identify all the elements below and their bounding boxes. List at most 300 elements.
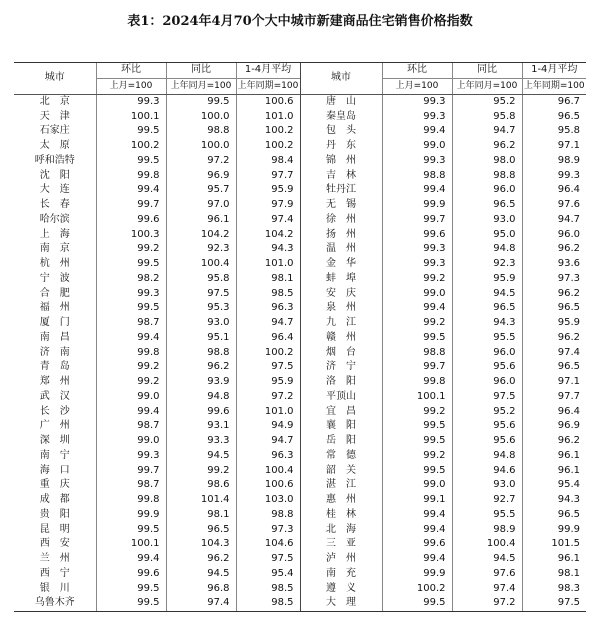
yoy-value-left: 98.8 — [166, 124, 236, 139]
yoy-value-right: 94.8 — [452, 449, 522, 464]
avg-value-right: 101.5 — [522, 537, 586, 552]
avg-value-left: 97.5 — [236, 360, 300, 375]
yoy-value-right: 94.5 — [452, 286, 522, 301]
yoy-value-right: 92.3 — [452, 257, 522, 272]
yoy-value-right: 97.6 — [452, 567, 522, 582]
yoy-value-right: 96.0 — [452, 345, 522, 360]
city-name-right: 宜 昌 — [300, 404, 382, 419]
table-row — [14, 301, 586, 316]
mom-value-left: 100.1 — [96, 109, 166, 124]
city-name-left: 南 昌 — [39, 331, 70, 343]
mom-value-left: 99.2 — [96, 360, 166, 375]
yoy-value-left: 97.4 — [166, 596, 236, 611]
city-name-right: 济 宁 — [300, 360, 382, 375]
yoy-value-right: 95.6 — [452, 434, 522, 449]
mom-value-left: 99.3 — [96, 286, 166, 301]
yoy-value-left: 94.5 — [166, 449, 236, 464]
mom-value-right: 99.8 — [382, 375, 452, 390]
mom-value-right: 100.2 — [382, 581, 452, 596]
city-name-left: 长 春 — [39, 199, 70, 211]
mom-value-right: 99.2 — [382, 316, 452, 331]
mom-value-left: 99.8 — [96, 493, 166, 508]
city-name-left: 杭 州 — [39, 258, 70, 270]
mom-value-right: 99.3 — [382, 242, 452, 257]
city-name-left: 福 州 — [39, 302, 70, 314]
subheader-yoy-left: 上年同月=100 — [166, 78, 236, 94]
avg-value-right: 96.5 — [522, 301, 586, 316]
city-name-right: 赣 州 — [300, 331, 382, 346]
table-header — [14, 63, 586, 95]
table-row — [14, 493, 586, 508]
yoy-value-right: 97.4 — [452, 581, 522, 596]
yoy-value-left: 94.8 — [166, 390, 236, 405]
table-row — [14, 242, 586, 257]
city-name-left: 昆 明 — [39, 523, 70, 535]
avg-value-left: 98.1 — [236, 272, 300, 287]
avg-value-left: 96.4 — [236, 331, 300, 346]
mom-value-right: 99.4 — [382, 183, 452, 198]
avg-value-right: 97.7 — [522, 390, 586, 405]
avg-value-right: 95.9 — [522, 316, 586, 331]
avg-value-right: 96.0 — [522, 227, 586, 242]
mom-value-left: 99.5 — [96, 124, 166, 139]
yoy-value-left: 95.7 — [166, 183, 236, 198]
avg-value-right: 97.5 — [522, 596, 586, 611]
table-row — [14, 522, 586, 537]
avg-value-right: 99.9 — [522, 522, 586, 537]
avg-value-right: 94.7 — [522, 213, 586, 228]
table-row — [14, 390, 586, 405]
city-name-right: 扬 州 — [300, 227, 382, 242]
city-name-right: 无 锡 — [300, 198, 382, 213]
yoy-value-left: 96.2 — [166, 552, 236, 567]
avg-value-right: 98.3 — [522, 581, 586, 596]
avg-value-right: 96.2 — [522, 286, 586, 301]
yoy-value-right: 92.7 — [452, 493, 522, 508]
yoy-value-left: 96.9 — [166, 168, 236, 183]
avg-value-right: 98.9 — [522, 154, 586, 169]
mom-value-left: 99.4 — [96, 331, 166, 346]
avg-value-left: 97.2 — [236, 390, 300, 405]
avg-value-left: 100.6 — [236, 94, 300, 109]
mom-value-right: 99.5 — [382, 463, 452, 478]
mom-value-right: 99.5 — [382, 331, 452, 346]
avg-value-right: 96.7 — [522, 94, 586, 109]
city-name-right: 蚌 埠 — [300, 272, 382, 287]
table-row — [14, 213, 586, 228]
yoy-value-left: 93.1 — [166, 419, 236, 434]
avg-value-right: 98.1 — [522, 567, 586, 582]
mom-value-left: 99.3 — [96, 449, 166, 464]
table-row — [14, 316, 586, 331]
yoy-value-left: 96.5 — [166, 522, 236, 537]
avg-value-right: 99.3 — [522, 168, 586, 183]
yoy-value-right: 93.0 — [452, 478, 522, 493]
mom-value-right: 99.4 — [382, 508, 452, 523]
table-row — [14, 478, 586, 493]
city-name-right: 惠 州 — [300, 493, 382, 508]
mom-value-left: 99.5 — [96, 522, 166, 537]
yoy-value-left: 100.0 — [166, 139, 236, 154]
avg-value-left: 94.7 — [236, 316, 300, 331]
yoy-value-left: 98.6 — [166, 478, 236, 493]
city-name-left: 南 宁 — [39, 449, 70, 461]
city-name-right: 烟 台 — [300, 345, 382, 360]
yoy-value-right: 95.0 — [452, 227, 522, 242]
city-name-left: 西 宁 — [39, 567, 70, 579]
mom-value-left: 98.2 — [96, 272, 166, 287]
yoy-value-right: 94.7 — [452, 124, 522, 139]
city-name-right: 常 德 — [300, 449, 382, 464]
avg-value-left: 101.0 — [236, 109, 300, 124]
city-name-left: 武 汉 — [39, 390, 70, 402]
header-mom-left: 环比 — [96, 63, 166, 79]
city-name-right: 安 庆 — [300, 286, 382, 301]
mom-value-right: 99.0 — [382, 139, 452, 154]
city-name-left: 兰 州 — [39, 553, 70, 565]
yoy-value-left: 95.8 — [166, 272, 236, 287]
city-name-left: 成 都 — [39, 494, 70, 506]
header-yoy-right: 同比 — [452, 63, 522, 79]
mom-value-right: 99.2 — [382, 449, 452, 464]
yoy-value-left: 92.3 — [166, 242, 236, 257]
yoy-value-left: 97.5 — [166, 286, 236, 301]
city-name-left: 银 川 — [39, 582, 70, 594]
mom-value-right: 99.5 — [382, 596, 452, 611]
mom-value-right: 99.4 — [382, 552, 452, 567]
city-name-left: 天 津 — [39, 110, 70, 122]
mom-value-left: 98.7 — [96, 316, 166, 331]
avg-value-left: 95.9 — [236, 375, 300, 390]
yoy-value-right: 95.2 — [452, 94, 522, 109]
mom-value-right: 99.9 — [382, 198, 452, 213]
city-name-right: 平顶山 — [300, 390, 382, 405]
yoy-value-left: 100.0 — [166, 109, 236, 124]
yoy-value-right: 94.3 — [452, 316, 522, 331]
city-name-left: 厦 门 — [39, 317, 70, 329]
yoy-value-right: 96.0 — [452, 375, 522, 390]
yoy-value-right: 95.8 — [452, 109, 522, 124]
city-name-right: 泸 州 — [300, 552, 382, 567]
avg-value-right: 96.2 — [522, 434, 586, 449]
avg-value-left: 100.4 — [236, 463, 300, 478]
yoy-value-right: 94.6 — [452, 463, 522, 478]
mom-value-left: 99.6 — [96, 213, 166, 228]
city-name-right: 温 州 — [300, 242, 382, 257]
avg-value-left: 94.7 — [236, 434, 300, 449]
city-name-right: 北 海 — [300, 522, 382, 537]
avg-value-left: 98.4 — [236, 154, 300, 169]
table-row — [14, 508, 586, 523]
avg-value-left: 97.4 — [236, 213, 300, 228]
table-row — [14, 552, 586, 567]
avg-value-right: 94.3 — [522, 493, 586, 508]
mom-value-left: 99.5 — [96, 257, 166, 272]
mom-value-right: 98.8 — [382, 345, 452, 360]
table-row — [14, 537, 586, 552]
avg-value-right: 97.3 — [522, 272, 586, 287]
avg-value-left: 95.4 — [236, 567, 300, 582]
table-title: 表1：2024年4月70个大中城市新建商品住宅销售价格指数 — [127, 14, 473, 29]
avg-value-right: 96.2 — [522, 242, 586, 257]
header-city-left: 城市 — [14, 63, 96, 95]
mom-value-right: 99.4 — [382, 124, 452, 139]
table-row — [14, 154, 586, 169]
city-name-right: 襄 阳 — [300, 419, 382, 434]
avg-value-right: 96.1 — [522, 463, 586, 478]
yoy-value-right: 96.5 — [452, 198, 522, 213]
mom-value-right: 99.3 — [382, 109, 452, 124]
city-name-right: 韶 关 — [300, 463, 382, 478]
mom-value-left: 99.2 — [96, 242, 166, 257]
avg-value-right: 97.1 — [522, 375, 586, 390]
mom-value-right: 98.8 — [382, 168, 452, 183]
table-row — [14, 198, 586, 213]
city-name-right: 三 亚 — [300, 537, 382, 552]
mom-value-left: 99.5 — [96, 581, 166, 596]
avg-value-left: 103.0 — [236, 493, 300, 508]
city-name-left: 贵 阳 — [39, 508, 70, 520]
yoy-value-right: 94.8 — [452, 242, 522, 257]
mom-value-left: 98.7 — [96, 478, 166, 493]
subheader-mom-left: 上月=100 — [96, 78, 166, 94]
table-row — [14, 331, 586, 346]
mom-value-right: 99.4 — [382, 301, 452, 316]
mom-value-left: 99.4 — [96, 404, 166, 419]
city-name-right: 丹 东 — [300, 139, 382, 154]
city-name-right: 桂 林 — [300, 508, 382, 523]
mom-value-left: 99.5 — [96, 154, 166, 169]
mom-value-left: 99.9 — [96, 508, 166, 523]
yoy-value-right: 97.2 — [452, 596, 522, 611]
yoy-value-left: 98.8 — [166, 345, 236, 360]
mom-value-right: 99.2 — [382, 272, 452, 287]
avg-value-left: 97.3 — [236, 522, 300, 537]
yoy-value-right: 95.2 — [452, 404, 522, 419]
avg-value-left: 104.2 — [236, 227, 300, 242]
avg-value-left: 97.7 — [236, 168, 300, 183]
mom-value-left: 99.7 — [96, 198, 166, 213]
yoy-value-left: 101.4 — [166, 493, 236, 508]
avg-value-left: 94.9 — [236, 419, 300, 434]
avg-value-right: 96.2 — [522, 331, 586, 346]
city-name-left: 青 岛 — [39, 361, 70, 373]
city-name-left: 长 沙 — [39, 405, 70, 417]
table-row — [14, 345, 586, 360]
city-name-left: 上 海 — [39, 228, 70, 240]
mom-value-left: 100.2 — [96, 139, 166, 154]
mom-value-right: 99.9 — [382, 567, 452, 582]
city-name-left: 呼和浩特 — [34, 154, 75, 166]
city-name-left: 南 京 — [39, 243, 70, 255]
table-row — [14, 375, 586, 390]
avg-value-left: 98.5 — [236, 596, 300, 611]
avg-value-left: 97.5 — [236, 552, 300, 567]
avg-value-left: 101.0 — [236, 257, 300, 272]
table-row — [14, 94, 586, 109]
avg-value-left: 100.2 — [236, 124, 300, 139]
yoy-value-right: 96.2 — [452, 139, 522, 154]
avg-value-right: 93.6 — [522, 257, 586, 272]
mom-value-left: 100.3 — [96, 227, 166, 242]
yoy-value-right: 93.0 — [452, 213, 522, 228]
avg-value-right: 96.1 — [522, 449, 586, 464]
yoy-value-left: 100.4 — [166, 257, 236, 272]
yoy-value-left: 99.5 — [166, 94, 236, 109]
mom-value-right: 99.7 — [382, 360, 452, 375]
yoy-value-left: 95.3 — [166, 301, 236, 316]
mom-value-right: 99.0 — [382, 478, 452, 493]
avg-value-right: 96.9 — [522, 419, 586, 434]
table-row — [14, 434, 586, 449]
mom-value-left: 100.1 — [96, 537, 166, 552]
mom-value-right: 99.3 — [382, 94, 452, 109]
city-name-right: 锦 州 — [300, 154, 382, 169]
mom-value-left: 99.4 — [96, 552, 166, 567]
avg-value-left: 104.6 — [236, 537, 300, 552]
mom-value-left: 99.2 — [96, 375, 166, 390]
yoy-value-left: 94.5 — [166, 567, 236, 582]
table-body — [14, 94, 586, 611]
table-row — [14, 272, 586, 287]
yoy-value-right: 98.0 — [452, 154, 522, 169]
yoy-value-right: 95.5 — [452, 508, 522, 523]
table-row — [14, 286, 586, 301]
mom-value-right: 99.0 — [382, 286, 452, 301]
mom-value-left: 99.6 — [96, 567, 166, 582]
mom-value-right: 99.7 — [382, 213, 452, 228]
mom-value-right: 100.1 — [382, 390, 452, 405]
table-row — [14, 124, 586, 139]
header-city-right: 城市 — [300, 63, 382, 95]
subheader-yoy-right: 上年同月=100 — [452, 78, 522, 94]
avg-value-right: 96.4 — [522, 404, 586, 419]
avg-value-right: 97.4 — [522, 345, 586, 360]
city-name-right: 金 华 — [300, 257, 382, 272]
mom-value-left: 99.5 — [96, 596, 166, 611]
header-mom-right: 环比 — [382, 63, 452, 79]
table-row — [14, 183, 586, 198]
yoy-value-right: 100.4 — [452, 537, 522, 552]
city-name-right: 湛 江 — [300, 478, 382, 493]
mom-value-right: 99.3 — [382, 154, 452, 169]
city-name-right: 大 理 — [300, 596, 382, 611]
yoy-value-right: 98.8 — [452, 168, 522, 183]
mom-value-right: 99.6 — [382, 227, 452, 242]
avg-value-left: 98.8 — [236, 508, 300, 523]
yoy-value-right: 96.0 — [452, 183, 522, 198]
mom-value-left: 99.5 — [96, 301, 166, 316]
city-name-left: 郑 州 — [39, 376, 70, 388]
table-row — [14, 109, 586, 124]
avg-value-left: 96.3 — [236, 449, 300, 464]
yoy-value-left: 93.9 — [166, 375, 236, 390]
yoy-value-right: 95.6 — [452, 419, 522, 434]
city-name-left: 北 京 — [39, 95, 70, 107]
mom-value-left: 99.8 — [96, 168, 166, 183]
header-avg-right: 1-4月平均 — [522, 63, 586, 79]
city-name-left: 哈尔滨 — [39, 213, 70, 225]
city-name-left: 西 安 — [39, 538, 70, 550]
city-name-right: 南 充 — [300, 567, 382, 582]
table-row — [14, 567, 586, 582]
avg-value-left: 100.2 — [236, 139, 300, 154]
yoy-value-right: 95.6 — [452, 360, 522, 375]
city-name-right: 九 江 — [300, 316, 382, 331]
yoy-value-left: 98.1 — [166, 508, 236, 523]
avg-value-right: 96.5 — [522, 508, 586, 523]
city-name-left: 石家庄 — [39, 125, 70, 137]
city-name-left: 济 南 — [39, 346, 70, 358]
yoy-value-left: 93.0 — [166, 316, 236, 331]
city-name-left: 太 原 — [39, 140, 70, 152]
yoy-value-right: 94.5 — [452, 552, 522, 567]
yoy-value-right: 95.9 — [452, 272, 522, 287]
city-name-right: 包 头 — [300, 124, 382, 139]
yoy-value-left: 97.2 — [166, 154, 236, 169]
city-name-left: 深 圳 — [39, 435, 70, 447]
city-name-left: 广 州 — [39, 420, 70, 432]
table-row — [14, 139, 586, 154]
yoy-value-left: 99.6 — [166, 404, 236, 419]
avg-value-right: 96.1 — [522, 552, 586, 567]
avg-value-left: 96.3 — [236, 301, 300, 316]
city-name-left: 宁 波 — [39, 272, 70, 284]
header-avg-left: 1-4月平均 — [236, 63, 300, 79]
mom-value-right: 99.2 — [382, 404, 452, 419]
mom-value-left: 99.4 — [96, 183, 166, 198]
mom-value-left: 99.0 — [96, 434, 166, 449]
avg-value-left: 95.9 — [236, 183, 300, 198]
city-name-left: 海 口 — [39, 464, 70, 476]
mom-value-left: 99.0 — [96, 390, 166, 405]
subheader-mom-right: 上月=100 — [382, 78, 452, 94]
mom-value-right: 99.3 — [382, 257, 452, 272]
mom-value-right: 99.6 — [382, 537, 452, 552]
table-row — [14, 581, 586, 596]
yoy-value-right: 98.9 — [452, 522, 522, 537]
table-row — [14, 419, 586, 434]
city-name-right: 遵 义 — [300, 581, 382, 596]
avg-value-right: 97.6 — [522, 198, 586, 213]
yoy-value-right: 95.5 — [452, 331, 522, 346]
city-name-right: 吉 林 — [300, 168, 382, 183]
header-yoy-left: 同比 — [166, 63, 236, 79]
yoy-value-right: 96.5 — [452, 301, 522, 316]
avg-value-right: 96.4 — [522, 183, 586, 198]
avg-value-left: 94.3 — [236, 242, 300, 257]
table-row — [14, 168, 586, 183]
city-name-right: 泉 州 — [300, 301, 382, 316]
yoy-value-left: 95.1 — [166, 331, 236, 346]
yoy-value-left: 96.2 — [166, 360, 236, 375]
subheader-avg-left: 上年同期=100 — [236, 78, 300, 94]
avg-value-right: 97.1 — [522, 139, 586, 154]
price-index-table — [14, 62, 586, 612]
avg-value-right: 96.5 — [522, 360, 586, 375]
avg-value-left: 97.9 — [236, 198, 300, 213]
yoy-value-left: 96.1 — [166, 213, 236, 228]
city-name-right: 洛 阳 — [300, 375, 382, 390]
avg-value-right: 96.5 — [522, 109, 586, 124]
city-name-left: 沈 阳 — [39, 169, 70, 181]
avg-value-right: 95.8 — [522, 124, 586, 139]
city-name-left: 大 连 — [39, 184, 70, 196]
city-name-left: 合 肥 — [39, 287, 70, 299]
table-row — [14, 360, 586, 375]
mom-value-right: 99.4 — [382, 522, 452, 537]
avg-value-left: 100.6 — [236, 478, 300, 493]
